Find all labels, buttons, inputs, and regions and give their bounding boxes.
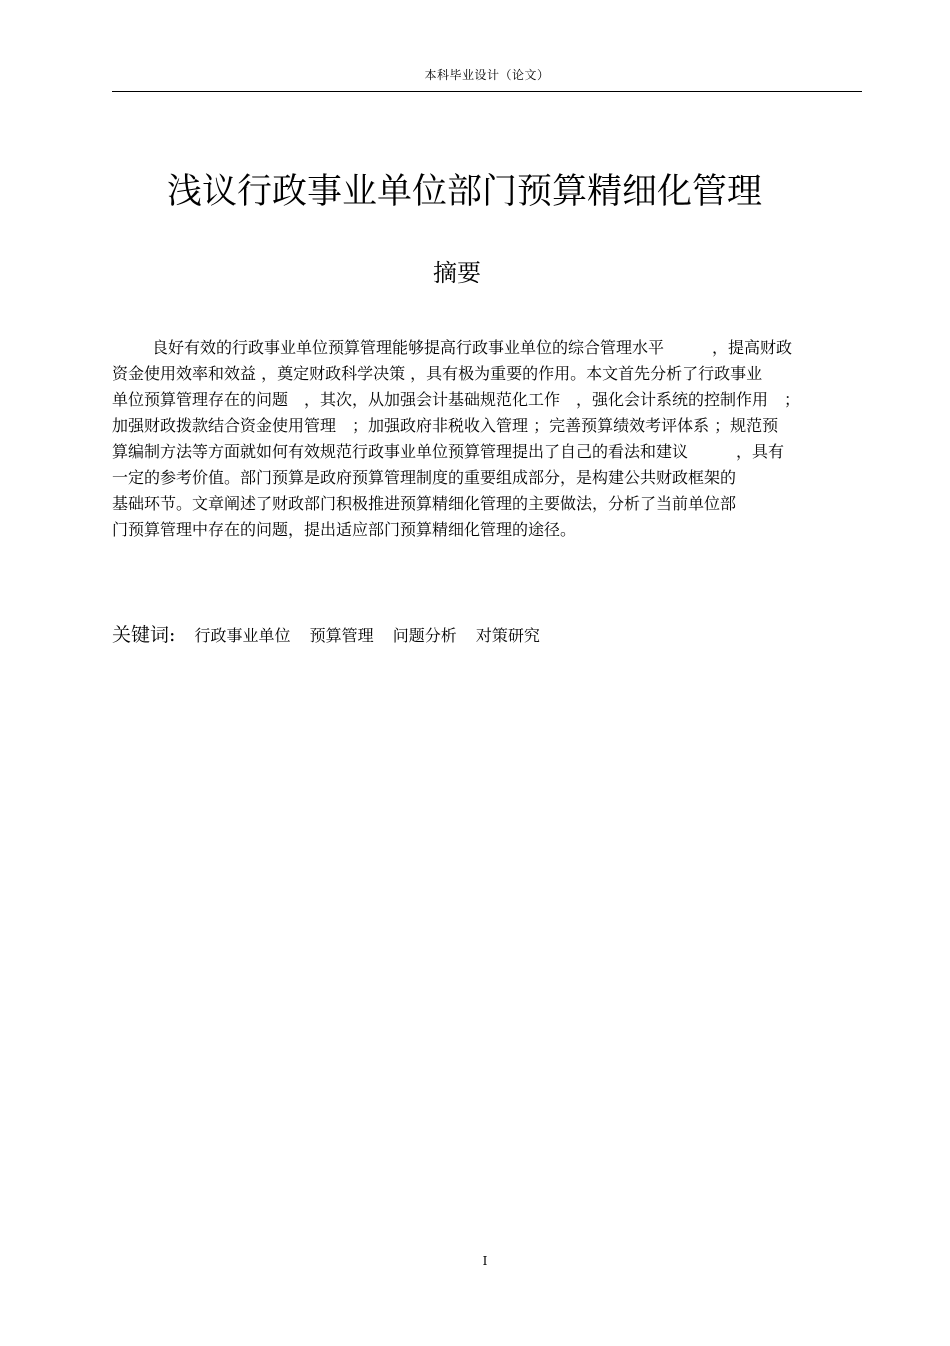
abstract-line: 基础环节。文章阐述了财政部门积极推进预算精细化管理的主要做法，分析了当前单位部: [112, 494, 737, 513]
keyword-item: 行政事业单位: [194, 626, 291, 645]
abstract-line: 门预算管理中存在的问题，提出适应部门预算精细化管理的途径。: [112, 520, 577, 539]
keyword-item: 问题分析: [392, 626, 457, 645]
running-header: 本科毕业设计（论文）: [424, 68, 550, 82]
document-title: 浅议行政事业单位部门预算精细化管理: [166, 172, 762, 212]
keywords-label: 关键词:: [112, 624, 176, 646]
keyword-item: 对策研究: [475, 626, 540, 645]
keywords-line: [112, 621, 862, 650]
abstract-line: 资金使用效率和效益 ，奠定财政科学决策 ，具有极为重要的作用。本文首先分析了行政事业: [112, 364, 763, 383]
page-number: I: [482, 1254, 488, 1268]
abstract-line: 一定的参考价值。部门预算是政府预算管理制度的重要组成部分，是构建公共财政框架的: [112, 468, 737, 487]
header-rule: [112, 91, 862, 92]
abstract-line: 加强财政拨款结合资金使用管理 ；加强政府非税收入管理 ；完善预算绩效考评体系 ；规范预: [112, 416, 779, 435]
abstract-body: [112, 335, 862, 543]
keyword-item: 预算管理: [309, 626, 374, 645]
abstract-line: 算编制方法等方面就如何有效规范行政事业单位预算管理提出了自己的看法和建议 ，具有: [112, 442, 785, 461]
abstract-line: 良好有效的行政事业单位预算管理能够提高行政事业单位的综合管理水平 ，提高财政: [152, 338, 793, 357]
abstract-line: 单位预算管理存在的问题 ，其次，从加强会计基础规范化工作 ，强化会计系统的控制作用 ；: [112, 390, 801, 409]
abstract-heading: 摘要: [433, 259, 481, 287]
